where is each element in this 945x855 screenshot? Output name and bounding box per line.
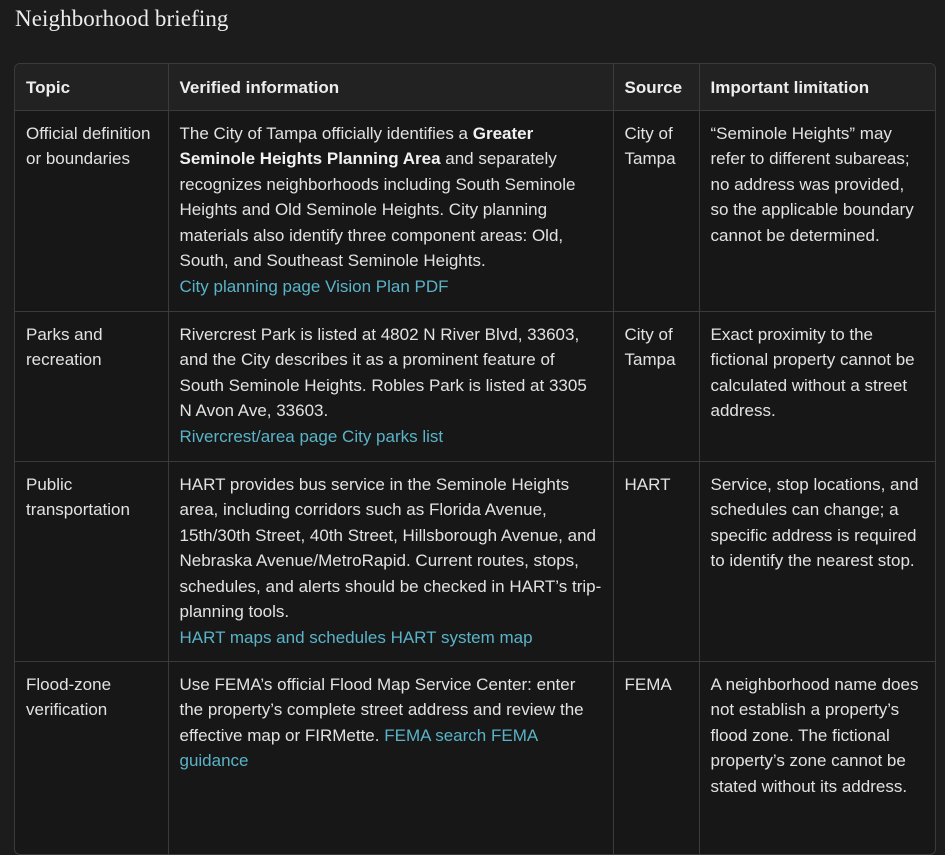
- cell-info: [168, 110, 613, 311]
- hart-maps-schedules-link[interactable]: HART maps and schedules: [179, 627, 386, 647]
- info-bold-text: Greater Seminole Heights Planning Area: [179, 123, 534, 168]
- vision-plan-pdf-link[interactable]: Vision Plan PDF: [325, 276, 449, 296]
- briefing-table: [15, 64, 935, 855]
- cell-info: [168, 661, 613, 855]
- fema-guidance-link[interactable]: FEMA guidance: [179, 725, 538, 770]
- header-source: Source: [613, 64, 699, 110]
- table-header-row: [15, 64, 935, 110]
- table-row: [15, 110, 935, 311]
- cell-limitation: A neighborhood name does not establish a property’s flood zone. The fictional property’s zone cannot be stated without its address.: [699, 661, 935, 855]
- cell-topic: Public transportation: [15, 461, 168, 661]
- cell-limitation: Service, stop locations, and schedules can change; a specific address is required to identify the nearest stop.: [699, 461, 935, 661]
- city-planning-page-link[interactable]: City planning page: [179, 276, 321, 296]
- table-row: [15, 311, 935, 461]
- cell-source: FEMA: [613, 661, 699, 855]
- info-text: and separately recognizes neighborhoods including South Seminole Heights and Old Seminole Heights. City planning materials also identify three component areas: Old, South, and Southeast Seminole Heights.: [179, 149, 576, 270]
- cell-info: [168, 461, 613, 661]
- header-important-limitation: Important limitation: [699, 64, 935, 110]
- table-row: [15, 461, 935, 661]
- header-topic: Topic: [15, 64, 168, 110]
- briefing-table-container: [14, 63, 936, 855]
- cell-topic: Parks and recreation: [15, 311, 168, 461]
- hart-system-map-link[interactable]: HART system map: [390, 627, 533, 647]
- info-text: Use FEMA’s official Flood Map Service Center: enter the property’s complete street address and review the effective map or FIRMette.: [179, 674, 584, 745]
- cell-topic: Official definition or boundaries: [15, 110, 168, 311]
- cell-limitation: Exact proximity to the fictional property cannot be calculated without a street address.: [699, 311, 935, 461]
- rivercrest-area-page-link[interactable]: Rivercrest/area page: [179, 426, 338, 446]
- table-row: [15, 661, 935, 855]
- cell-topic: Flood-zone verification: [15, 661, 168, 855]
- cell-info: [168, 311, 613, 461]
- cell-limitation: “Seminole Heights” may refer to different subareas; no address was provided, so the applicable boundary cannot be determined.: [699, 110, 935, 311]
- cell-source: City of Tampa: [613, 110, 699, 311]
- city-parks-list-link[interactable]: City parks list: [342, 426, 444, 446]
- header-verified-information: Verified information: [168, 64, 613, 110]
- info-text: Rivercrest Park is listed at 4802 N River Blvd, 33603, and the City describes it as a prominent feature of South Seminole Heights. Robles Park is listed at 3305 N Avon Ave, 33603.: [179, 324, 587, 420]
- fema-search-link[interactable]: FEMA search: [384, 725, 487, 745]
- cell-source: HART: [613, 461, 699, 661]
- info-text: The City of Tampa officially identifies a: [179, 123, 473, 143]
- cell-source: City of Tampa: [613, 311, 699, 461]
- page-title: Neighborhood briefing: [15, 6, 229, 31]
- info-text: HART provides bus service in the Seminole Heights area, including corridors such as Florida Avenue, 15th/30th Street, 40th Street, Hillsborough Avenue, and Nebraska Avenue/MetroRapid. Current routes, stops, schedules, and alerts should be checked in HART’s trip-planning tools.: [179, 474, 602, 621]
